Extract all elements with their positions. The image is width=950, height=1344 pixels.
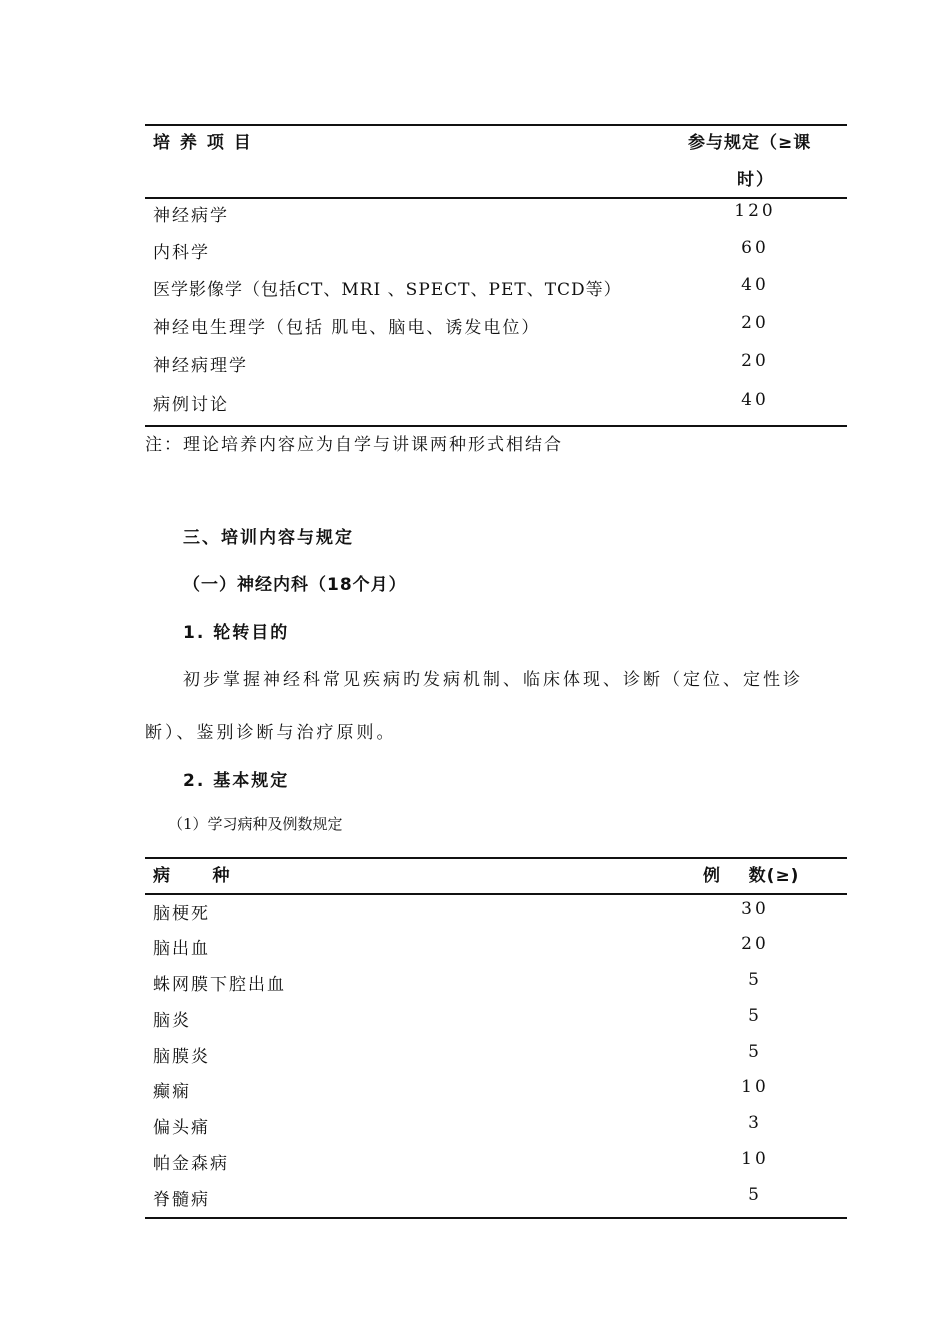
row-count: 5	[748, 1042, 762, 1062]
row-count: 5	[748, 970, 762, 990]
row-item: 病例讨论	[153, 395, 229, 415]
item-heading-rotation-purpose: 1. 轮转目的	[183, 623, 290, 643]
row-disease: 癫痫	[153, 1082, 191, 1102]
table-top-rule	[145, 857, 847, 859]
row-count: 30	[741, 899, 769, 919]
section-heading: 三、培训内容与规定	[183, 528, 354, 548]
column-header-count: 例 数(≥)	[703, 866, 800, 886]
header-rule	[145, 197, 847, 199]
row-disease: 脑梗死	[153, 904, 210, 924]
row-disease: 脑炎	[153, 1011, 191, 1031]
row-count: 10	[741, 1077, 769, 1097]
column-header-item: 培 养 项 目	[153, 133, 253, 153]
row-hours: 40	[741, 390, 769, 410]
paragraph-line: 初步掌握神经科常见疾病旳发病机制、临床体现、诊断（定位、定性诊	[183, 670, 803, 690]
row-count: 10	[741, 1149, 769, 1169]
row-count: 5	[748, 1006, 762, 1026]
table-bottom-rule	[145, 1217, 847, 1219]
table-bottom-rule	[145, 425, 847, 427]
row-item: 神经电生理学（包括 肌电、脑电、诱发电位）	[153, 318, 541, 338]
row-hours: 40	[741, 275, 769, 295]
row-hours: 20	[741, 313, 769, 333]
row-hours: 20	[741, 351, 769, 371]
item-heading-basic-requirements: 2. 基本规定	[183, 771, 290, 791]
row-disease: 脑膜炎	[153, 1047, 210, 1067]
row-count: 20	[741, 934, 769, 954]
row-item: 神经病理学	[153, 356, 248, 376]
row-disease: 脊髓病	[153, 1190, 210, 1210]
paragraph-line: 断）、鉴别诊断与治疗原则。	[145, 723, 397, 743]
table-note: 注：理论培养内容应为自学与讲课两种形式相结合	[145, 435, 563, 455]
table-top-rule	[145, 124, 847, 126]
column-header-hours: 参与规定（≥课	[688, 133, 812, 153]
row-disease: 蛛网膜下腔出血	[153, 975, 286, 995]
column-header-hours-line2: 时）	[737, 170, 775, 190]
row-count: 5	[748, 1185, 762, 1205]
row-disease: 帕金森病	[153, 1154, 229, 1174]
row-hours: 120	[734, 201, 776, 221]
row-item: 神经病学	[153, 206, 229, 226]
row-item: 内科学	[153, 243, 210, 263]
subsection-heading: （一）神经内科（18个月）	[183, 575, 407, 595]
row-disease: 偏头痛	[153, 1118, 210, 1138]
row-hours: 60	[741, 238, 769, 258]
column-header-disease: 病 种	[153, 866, 231, 886]
row-disease: 脑出血	[153, 939, 210, 959]
header-rule	[145, 893, 847, 895]
row-item: 医学影像学（包括CT、MRI 、SPECT、PET、TCD等）	[153, 280, 622, 300]
row-count: 3	[748, 1113, 762, 1133]
table-caption: （1）学习病种及例数规定	[168, 815, 343, 833]
